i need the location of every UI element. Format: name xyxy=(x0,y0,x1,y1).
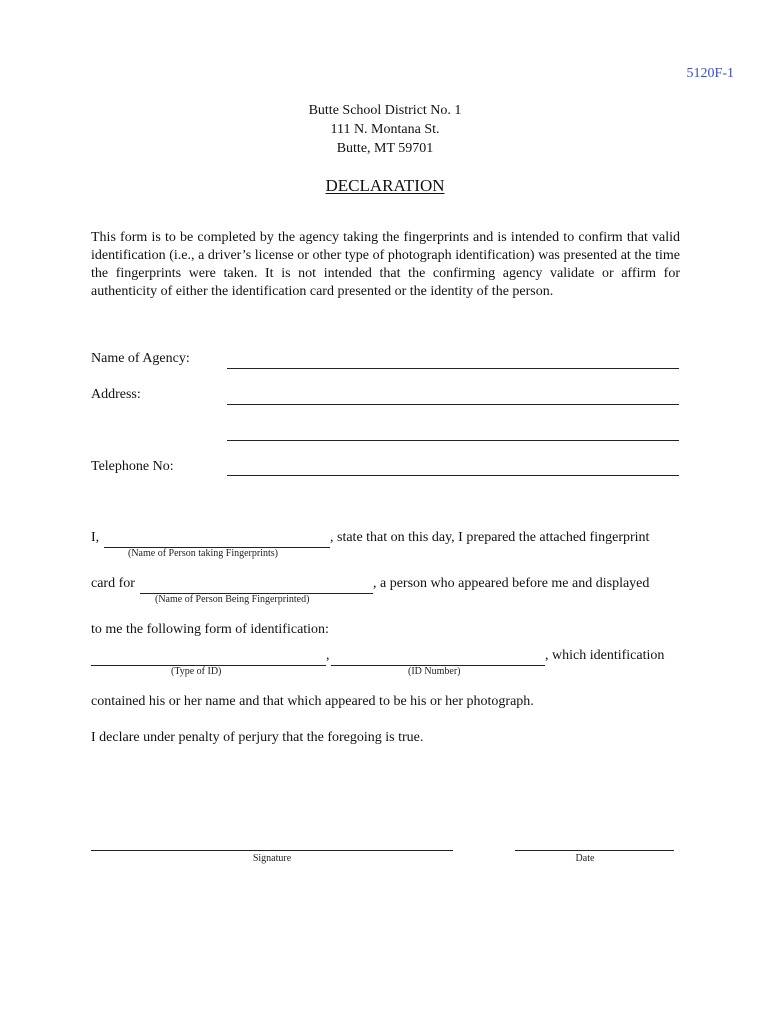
address-label: Address: xyxy=(91,387,141,402)
district-street: 111 N. Montana St. xyxy=(330,122,440,137)
agency-name-field[interactable] xyxy=(227,368,679,369)
address-field-line-1[interactable] xyxy=(227,404,679,405)
statement-line4-comma: , xyxy=(326,648,330,663)
signature-caption: Signature xyxy=(252,853,292,864)
date-caption: Date xyxy=(575,853,595,864)
statement-line4-text: , which identification xyxy=(545,648,665,663)
telephone-field[interactable] xyxy=(227,475,679,476)
page-title-text: DECLARATION xyxy=(325,176,445,195)
statement-card-for: card for xyxy=(91,576,135,591)
id-type-caption: (Type of ID) xyxy=(171,666,222,677)
signature-field[interactable] xyxy=(91,850,453,851)
statement-line2-text: , a person who appeared before me and displayed xyxy=(373,576,650,591)
statement-line3-text: to me the following form of identification: xyxy=(91,622,329,637)
intro-paragraph: This form is to be completed by the agency taking the fingerprints and is intended to confirm that valid identification (i.e., a driver’s license or other type of photograph identification) was presented at the time the fingerprints were taken. It is not intended that the confirming agency validate or affirm for authenticity of either the identification card presented or the identity of the person. xyxy=(91,230,680,299)
statement-i: I, xyxy=(91,530,100,545)
district-name: Butte School District No. 1 xyxy=(308,103,462,118)
telephone-label: Telephone No: xyxy=(91,459,174,474)
id-number-caption: (ID Number) xyxy=(408,666,461,677)
district-header xyxy=(0,101,770,158)
address-field-line-2[interactable] xyxy=(227,440,679,441)
fingerprinted-caption: (Name of Person Being Fingerprinted) xyxy=(155,594,310,605)
statement-line1-text: , state that on this day, I prepared the attached fingerprint xyxy=(330,530,650,545)
fingerprinter-caption: (Name of Person taking Fingerprints) xyxy=(128,548,278,559)
statement-line5-text: contained his or her name and that which appeared to be his or her photograph. xyxy=(91,694,534,709)
district-city: Butte, MT 59701 xyxy=(336,141,434,156)
statement-line6-text: I declare under penalty of perjury that the foregoing is true. xyxy=(91,730,424,745)
agency-label: Name of Agency: xyxy=(91,351,190,366)
form-code: 5120F-1 xyxy=(686,66,734,81)
page-title xyxy=(0,176,770,196)
date-field[interactable] xyxy=(515,850,674,851)
